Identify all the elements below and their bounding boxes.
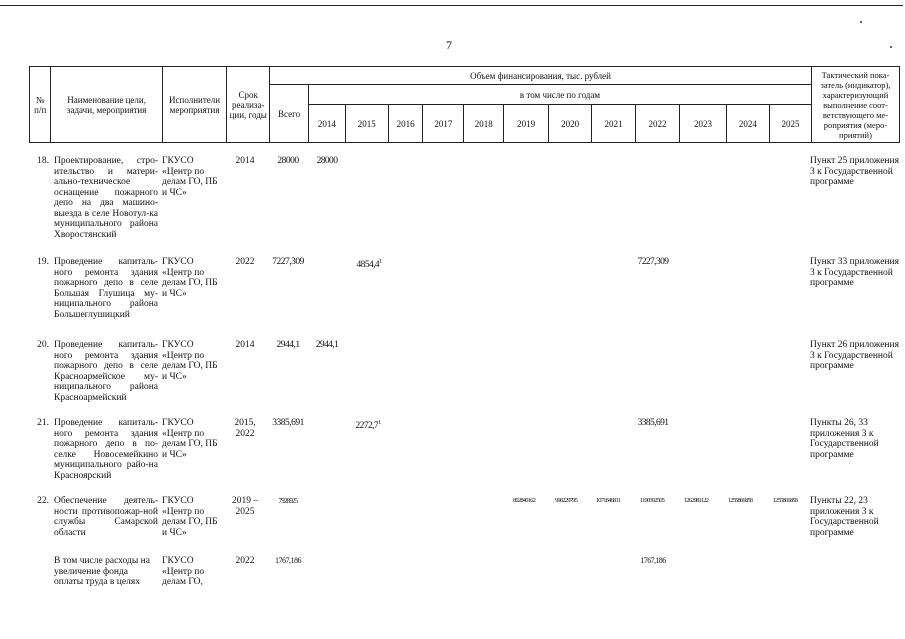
- row-executor: ГКУСО «Центр по делам ГО,: [162, 556, 205, 587]
- header-year: 2020: [549, 105, 592, 143]
- row-total: 1767,186: [275, 556, 301, 565]
- row-term: 2022: [235, 257, 255, 267]
- row-year-2020: 998229795: [554, 497, 578, 504]
- row-number: 22.: [37, 496, 49, 506]
- row-year-2022: 7227,309: [637, 257, 669, 267]
- row-name: Проведение капиталь-ного ремонта здания пожарного депо в селе Большая Глушица му-ниципального района Большеглушицкий: [54, 257, 158, 320]
- row-total: 7928925: [278, 497, 298, 505]
- row-year-2021: 1071846811: [595, 497, 621, 504]
- row-year-2014: 2944,1: [315, 340, 339, 350]
- header-year: 2025: [769, 105, 811, 143]
- header-term: Срок реализа-ции, годы: [227, 67, 270, 143]
- row-term: 2022: [235, 556, 255, 566]
- header-year: 2023: [679, 105, 726, 143]
- row-year-2022: 1190392505: [639, 497, 665, 504]
- row-name: Проведение капиталь-ного ремонта здания пожарного депо в селе Красноармейское му-ниципального района Красноармейский: [54, 340, 158, 403]
- footnote-mark: 1: [379, 259, 382, 265]
- row-year-2023: 1262981122: [683, 497, 709, 504]
- header-total: Всего: [270, 85, 309, 143]
- header-exec: Исполнители мероприятия: [162, 67, 226, 143]
- scan-dot: [860, 21, 862, 23]
- row-name: Обеспечение деятель-ности противопожар-ной службы Самарской области: [54, 496, 158, 538]
- header-year: 2014: [309, 105, 346, 143]
- header-num: № п/п: [30, 67, 51, 143]
- row-name: Проектирование, стро-ительство и матери-ально-техническое оснащение пожарного депо на два машино-выезда в селе Новотул-ка муниципального района Хворостянский: [54, 156, 158, 240]
- page-number: 7: [446, 38, 452, 52]
- row-term: 2014: [235, 340, 255, 350]
- header-year: 2016: [388, 105, 423, 143]
- row-year-2014: 28000: [316, 156, 338, 166]
- row-term: 2019 – 2025: [231, 496, 259, 517]
- row-year-2024: 1255866858: [727, 497, 753, 504]
- row-executor: ГКУСО «Центр по делам ГО, ПБ и ЧС»: [162, 340, 218, 382]
- header-year: 2018: [464, 105, 504, 143]
- header-indicator: Тактический пока-затель (индикатор), характеризующий выполнение соот-ветствующего ме-роприятия (меро-приятий): [811, 67, 899, 143]
- row-number: 21.: [37, 418, 49, 428]
- row-number: 18.: [37, 156, 49, 166]
- top-border-line: [0, 5, 903, 6]
- row-total: 3385,691: [272, 418, 304, 428]
- header-year: 2022: [636, 105, 680, 143]
- header-year: 2019: [504, 105, 549, 143]
- row-number: 20.: [37, 340, 49, 350]
- row-number: 19.: [37, 257, 49, 267]
- header-year: 2024: [726, 105, 769, 143]
- row-indicator: Пункт 33 приложения 3 к Государственной программе: [810, 257, 899, 288]
- header-year: 2021: [592, 105, 636, 143]
- row-term: 2014: [235, 156, 255, 166]
- row-executor: ГКУСО «Центр по делам ГО, ПБ и ЧС»: [162, 418, 218, 460]
- row-executor: ГКУСО «Центр по делам ГО, ПБ и ЧС»: [162, 156, 218, 198]
- header-year: 2017: [423, 105, 464, 143]
- table-header: [29, 66, 900, 143]
- row-year-2015: 2272,7$^1$: [355, 420, 381, 432]
- header-year: 2015: [345, 105, 388, 143]
- row-total: 2944,1: [276, 340, 300, 350]
- row-name: Проведение капиталь-ного ремонта здания пожарного депо в по-селке Новосемейкино муниципального райо-на Красноярский: [54, 418, 158, 481]
- row-total: 28000: [277, 156, 299, 166]
- row-indicator: Пункты 22, 23 приложения 3 к Государственной программе: [810, 496, 879, 538]
- row-indicator: Пункт 25 приложения 3 к Государственной программе: [810, 156, 899, 187]
- row-year-2025: 1255866858: [772, 497, 798, 504]
- scan-dot: [890, 46, 892, 48]
- row-year-2019: 802840162: [512, 497, 536, 504]
- header-funding: Объем финансирования, тыс. рублей: [270, 67, 812, 85]
- header-by-years: в том числе по годам: [309, 85, 812, 105]
- row-year-2022: 1767,186: [640, 556, 666, 565]
- row-executor: ГКУСО «Центр по делам ГО, ПБ и ЧС»: [162, 257, 218, 299]
- row-executor: ГКУСО «Центр по делам ГО, ПБ и ЧС»: [162, 496, 218, 538]
- footnote-mark: 1: [378, 420, 381, 426]
- row-total: 7227,309: [272, 257, 304, 267]
- row-name: В том числе расходы на увеличение фонда оплаты труда в целях: [54, 556, 150, 587]
- row-indicator: Пункт 26 приложения 3 к Государственной программе: [810, 340, 899, 371]
- row-term: 2015, 2022: [234, 418, 256, 439]
- row-year-2015: 4854,4$^1$: [356, 259, 382, 271]
- row-indicator: Пункты 26, 33 приложения 3 к Государственной программе: [810, 418, 879, 460]
- row-year-2022: 3385,691: [637, 418, 669, 428]
- header-name: Наименование цели, задачи, мероприятия: [51, 67, 162, 143]
